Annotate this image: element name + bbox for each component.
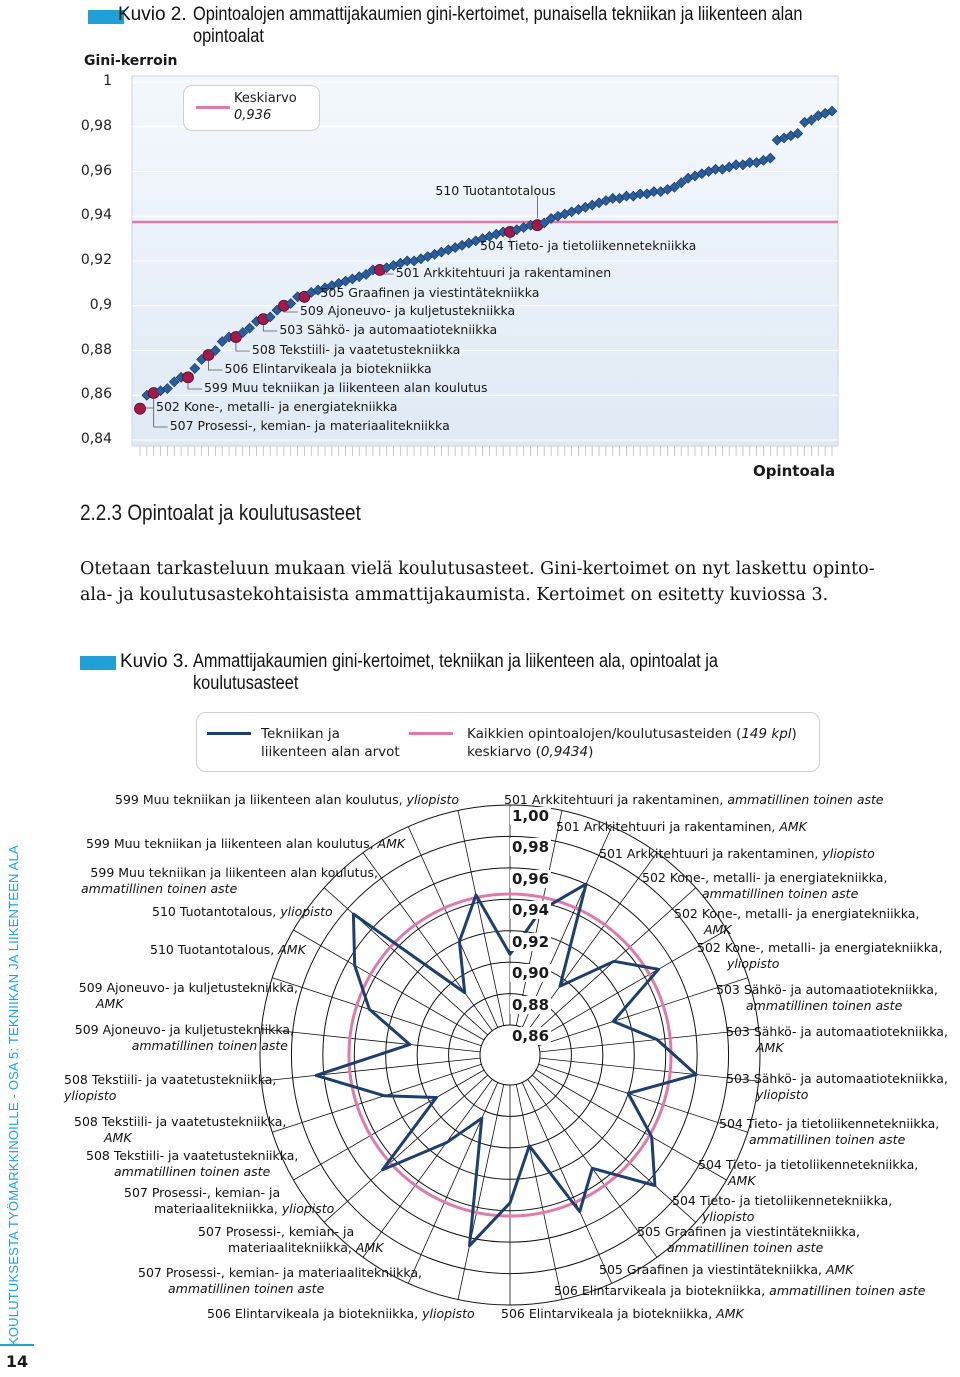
label-level: AMK <box>716 1306 744 1321</box>
label-level-text: AMK <box>756 1040 784 1055</box>
label-level: AMK <box>826 1262 854 1277</box>
figure3-caption-line-1: Ammattijakaumien gini-kertoimet, tekniikan ja liikenteen ala, opintoalat ja <box>193 651 847 673</box>
radar-label-503-yliopisto <box>726 1071 948 1103</box>
radar-label-504-yliopisto <box>672 1193 892 1225</box>
radar-rtick-label: 0,96 <box>510 870 551 888</box>
radar-label-510-yliopisto <box>152 904 333 920</box>
label-level <box>124 1201 334 1217</box>
ytick-label: 0,98 <box>62 118 112 134</box>
label-text: 506 Elintarvikeala ja biotekniikka, <box>207 1306 422 1321</box>
label-level-text: ammatillinen toinen aste <box>702 886 858 901</box>
label-level-text: AMK <box>356 1240 384 1255</box>
label-line: 599 Muu tekniikan ja liikenteen alan koulutus, <box>78 865 378 881</box>
label-level <box>198 1240 383 1256</box>
radar-label-501-amk <box>556 819 807 835</box>
radar-label-508-amk <box>74 1114 286 1146</box>
tl-point-label: 508 Tekstiili- ja vaatetustekniikka <box>252 342 460 357</box>
label-text: 599 Muu tekniikan ja liikenteen alan koulutus, <box>115 792 407 807</box>
legend-avg-text-1: Kaikkien opintoalojen/koulutusasteiden ( <box>467 726 741 742</box>
tl-point-label: 509 Ajoneuvo- ja kuljetustekniikka <box>300 303 515 318</box>
label-level-text: yliopisto <box>756 1087 808 1102</box>
figure2-yaxis-title: Gini-kerroin <box>84 53 178 69</box>
label-text: 505 Graafinen ja viestintätekniikka, <box>599 1262 826 1277</box>
radar-label-507-amm <box>138 1265 422 1297</box>
legend-avg-count: 149 kpl <box>741 726 791 742</box>
radar-rtick-label: 0,98 <box>510 838 551 856</box>
label-level <box>716 998 938 1014</box>
paragraph-line-1: Otetaan tarkasteluun mukaan vielä koulutusasteet. Gini-kertoimet on nyt laskettu opinto- <box>80 556 880 582</box>
label-line: 504 Tieto- ja tietoliikennetekniikka, <box>672 1193 892 1209</box>
ytick-label: 1 <box>62 73 112 89</box>
radar-rtick-label: 0,90 <box>510 964 551 982</box>
label-line: 507 Prosessi-, kemian- ja materiaalitekniikka, <box>138 1265 422 1281</box>
radar-spoke <box>261 1029 480 1052</box>
tl-point-label: 599 Muu tekniikan ja liikenteen alan koulutus <box>204 380 488 395</box>
label-level-text: ammatillinen toinen aste <box>168 1281 324 1296</box>
label-level: yliopisto <box>280 904 332 919</box>
label-level-text: yliopisto <box>702 1209 754 1224</box>
sidebar-vertical-title: KOULUTUKSESTA TYÖMARKKINOILLE - OSA 5: TEKNIIKAN JA LIIKENTEEN ALA <box>6 845 21 1346</box>
radar-label-502-amk <box>674 906 919 938</box>
label-line: 508 Tekstiili- ja vaatetustekniikka, <box>64 1072 276 1088</box>
label-text: 506 Elintarvikeala ja biotekniikka, <box>554 1283 769 1298</box>
label-level <box>138 1281 422 1297</box>
radar-label-509-amk <box>66 980 298 1012</box>
figure3-caption-line-2: koulutusasteet <box>193 673 847 695</box>
label-text: 501 Arkkitehtuuri ja rakentaminen, <box>556 819 779 834</box>
label-level-text: ammatillinen toinen aste <box>114 1164 270 1179</box>
radar-label-599-amm <box>78 865 378 897</box>
page-number: 14 <box>0 1344 34 1377</box>
label-text: 501 Arkkitehtuuri ja rakentaminen, <box>504 792 727 807</box>
tl-point-label: 503 Sähkö- ja automaatiotekniikka <box>279 322 497 337</box>
radar-rtick-label: 1,00 <box>510 807 551 825</box>
radar-label-507-yliopisto <box>124 1185 334 1217</box>
label-level <box>698 1173 918 1189</box>
tl-point-label: 505 Graafinen ja viestintätekniikka <box>320 285 539 300</box>
label-line: 502 Kone-, metalli- ja energiatekniikka, <box>674 906 919 922</box>
radar-label-503-amk <box>726 1024 948 1056</box>
label-text: 510 Tuotantotalous, <box>152 904 280 919</box>
tl-point-label: 507 Prosessi-, kemian- ja materiaalitekniikka <box>170 418 450 433</box>
label-line: 507 Prosessi-, kemian- ja <box>124 1185 334 1201</box>
label-level <box>58 1038 294 1054</box>
label-line: 507 Prosessi-, kemian- ja <box>198 1224 383 1240</box>
radar-label-599-yliopisto <box>115 792 459 808</box>
figure3-caption-label: Kuvio 3. <box>120 651 189 673</box>
radar-spoke <box>272 1064 481 1132</box>
radar-label-507-amk <box>198 1224 383 1256</box>
label-line: 508 Tekstiili- ja vaatetustekniikka, <box>86 1148 298 1164</box>
label-text: 510 Tuotantotalous, <box>150 942 278 957</box>
legend-avg-text-2: keskiarvo ( <box>467 744 541 760</box>
label-level <box>726 1087 948 1103</box>
label-line: 503 Sähkö- ja automaatiotekniikka, <box>726 1024 948 1040</box>
radar-label-504-amk <box>698 1157 918 1189</box>
label-level <box>726 1040 948 1056</box>
legend-avg-value: 0,9434 <box>541 744 588 760</box>
label-level <box>86 1164 298 1180</box>
radar-label-505-amk <box>599 1262 854 1278</box>
label-level-text: AMK <box>704 922 732 937</box>
label-level <box>637 1240 860 1256</box>
radar-label-503-amm <box>716 982 938 1014</box>
radar-spoke <box>272 978 481 1046</box>
radar-label-502-amm <box>642 870 887 902</box>
legend-avg-text-2-end: ) <box>588 744 593 760</box>
label-level: yliopisto <box>407 792 459 807</box>
radar-label-508-yliopisto <box>64 1072 276 1104</box>
label-level-text: yliopisto <box>64 1088 116 1103</box>
label-level-text: AMK <box>96 996 124 1011</box>
radar-label-509-amm <box>58 1022 294 1054</box>
radar-label-599-amk <box>86 836 405 852</box>
label-level-text: AMK <box>728 1173 756 1188</box>
radar-rtick-label: 0,86 <box>510 1027 551 1045</box>
figure2-xaxis-title: Opintoala <box>753 462 835 480</box>
label-line: 502 Kone-, metalli- ja energiatekniikka, <box>697 940 942 956</box>
ytick-label: 0,96 <box>62 163 112 179</box>
label-level <box>66 996 298 1012</box>
figure2-caption-title: Opintoalojen ammattijakaumien gini-kertoimet, punaisella tekniikan ja liikenteen alan opintoalat <box>193 4 847 48</box>
radar-label-506-yliopisto <box>207 1306 475 1322</box>
section-title: 2.2.3 Opintoalat ja koulutusasteet <box>80 500 361 526</box>
ytick-label: 0,84 <box>62 431 112 447</box>
figure2-legend-label: Keskiarvo <box>234 91 297 106</box>
label-level <box>78 881 378 897</box>
legend-tl-line-1: Tekniikan ja <box>261 725 400 743</box>
radar-rtick-label: 0,88 <box>510 996 551 1014</box>
ytick-label: 0,88 <box>62 342 112 358</box>
label-line: 504 Tieto- ja tietoliikennetekniikka, <box>698 1157 918 1173</box>
label-level: ammatillinen toinen aste <box>769 1283 925 1298</box>
label-line: 505 Graafinen ja viestintätekniikka, <box>637 1224 860 1240</box>
label-level <box>642 886 887 902</box>
radar-label-508-amm <box>86 1148 298 1180</box>
radar-label-501-yliopisto <box>599 846 875 862</box>
label-level-text: ammatillinen toinen aste <box>746 998 902 1013</box>
label-line: 503 Sähkö- ja automaatiotekniikka, <box>726 1071 948 1087</box>
tl-point-label: 510 Tuotantotalous <box>435 183 555 198</box>
legend-tl-line-2: liikenteen alan arvot <box>261 743 400 761</box>
label-level <box>674 922 919 938</box>
paragraph-line-2: ala- ja koulutusastekohtaisista ammattijakaumista. Kertoimet on esitetty kuviossa 3. <box>80 582 880 608</box>
radar-spoke <box>324 888 487 1035</box>
label-level <box>74 1130 286 1146</box>
label-line: 504 Tieto- ja tietoliikennetekniikka, <box>719 1116 939 1132</box>
label-level-text: yliopisto <box>282 1201 334 1216</box>
ytick-label: 0,86 <box>62 386 112 402</box>
label-line: 508 Tekstiili- ja vaatetustekniikka, <box>74 1114 286 1130</box>
label-level: yliopisto <box>422 1306 474 1321</box>
label-level-text: ammatillinen toinen aste <box>81 881 237 896</box>
label-level <box>672 1209 892 1225</box>
label-level <box>697 956 942 972</box>
label-line: 503 Sähkö- ja automaatiotekniikka, <box>716 982 938 998</box>
label-level-text: AMK <box>104 1130 132 1145</box>
ytick-label: 0,92 <box>62 252 112 268</box>
radar-label-502-yliopisto <box>697 940 942 972</box>
radar-spoke <box>261 1058 480 1081</box>
label-line: 502 Kone-, metalli- ja energiatekniikka, <box>642 870 887 886</box>
ytick-label: 0,94 <box>62 207 112 223</box>
radar-label-506-amk <box>501 1306 744 1322</box>
label-level: AMK <box>779 819 807 834</box>
label-level-text: yliopisto <box>727 956 779 971</box>
label-level-text: ammatillinen toinen aste <box>132 1038 288 1053</box>
radar-rtick-label: 0,94 <box>510 901 551 919</box>
radar-label-504-amm <box>719 1116 939 1148</box>
radar-label-506-amm <box>554 1283 925 1299</box>
label-level-text: ammatillinen toinen aste <box>667 1240 823 1255</box>
label-line: 509 Ajoneuvo- ja kuljetustekniikka, <box>66 980 298 996</box>
label-level: AMK <box>278 942 306 957</box>
label-level-text: ammatillinen toinen aste <box>749 1132 905 1147</box>
radar-label-510-amk <box>150 942 306 958</box>
label-level: AMK <box>378 836 406 851</box>
tl-point-label: 501 Arkkitehtuuri ja rakentaminen <box>396 265 611 280</box>
label-level: ammatillinen toinen aste <box>727 792 883 807</box>
radar-label-505-amm <box>637 1224 860 1256</box>
label-text: 506 Elintarvikeala ja biotekniikka, <box>501 1306 716 1321</box>
label-text: 501 Arkkitehtuuri ja rakentaminen, <box>599 846 822 861</box>
ytick-label: 0,9 <box>62 297 112 313</box>
label-level <box>64 1088 276 1104</box>
radar-rtick-label: 0,92 <box>510 933 551 951</box>
label-text: materiaalitekniikka, <box>228 1240 356 1255</box>
radar-label-501-amm <box>504 792 884 808</box>
tl-point-label: 506 Elintarvikeala ja biotekniikka <box>225 361 432 376</box>
tl-point-label: 504 Tieto- ja tietoliikennetekniikka <box>480 238 696 253</box>
label-level: yliopisto <box>822 846 874 861</box>
label-level <box>719 1132 939 1148</box>
tl-point-label: 502 Kone-, metalli- ja energiatekniikka <box>156 399 397 414</box>
figure2-caption-label: Kuvio 2. <box>118 4 187 26</box>
legend-avg-text-1-end: ) <box>792 726 797 742</box>
label-line: 509 Ajoneuvo- ja kuljetustekniikka, <box>58 1022 294 1038</box>
label-text: materiaalitekniikka, <box>154 1201 282 1216</box>
label-text: 599 Muu tekniikan ja liikenteen alan koulutus, <box>86 836 378 851</box>
figure2-legend-value: 0,936 <box>234 108 271 123</box>
